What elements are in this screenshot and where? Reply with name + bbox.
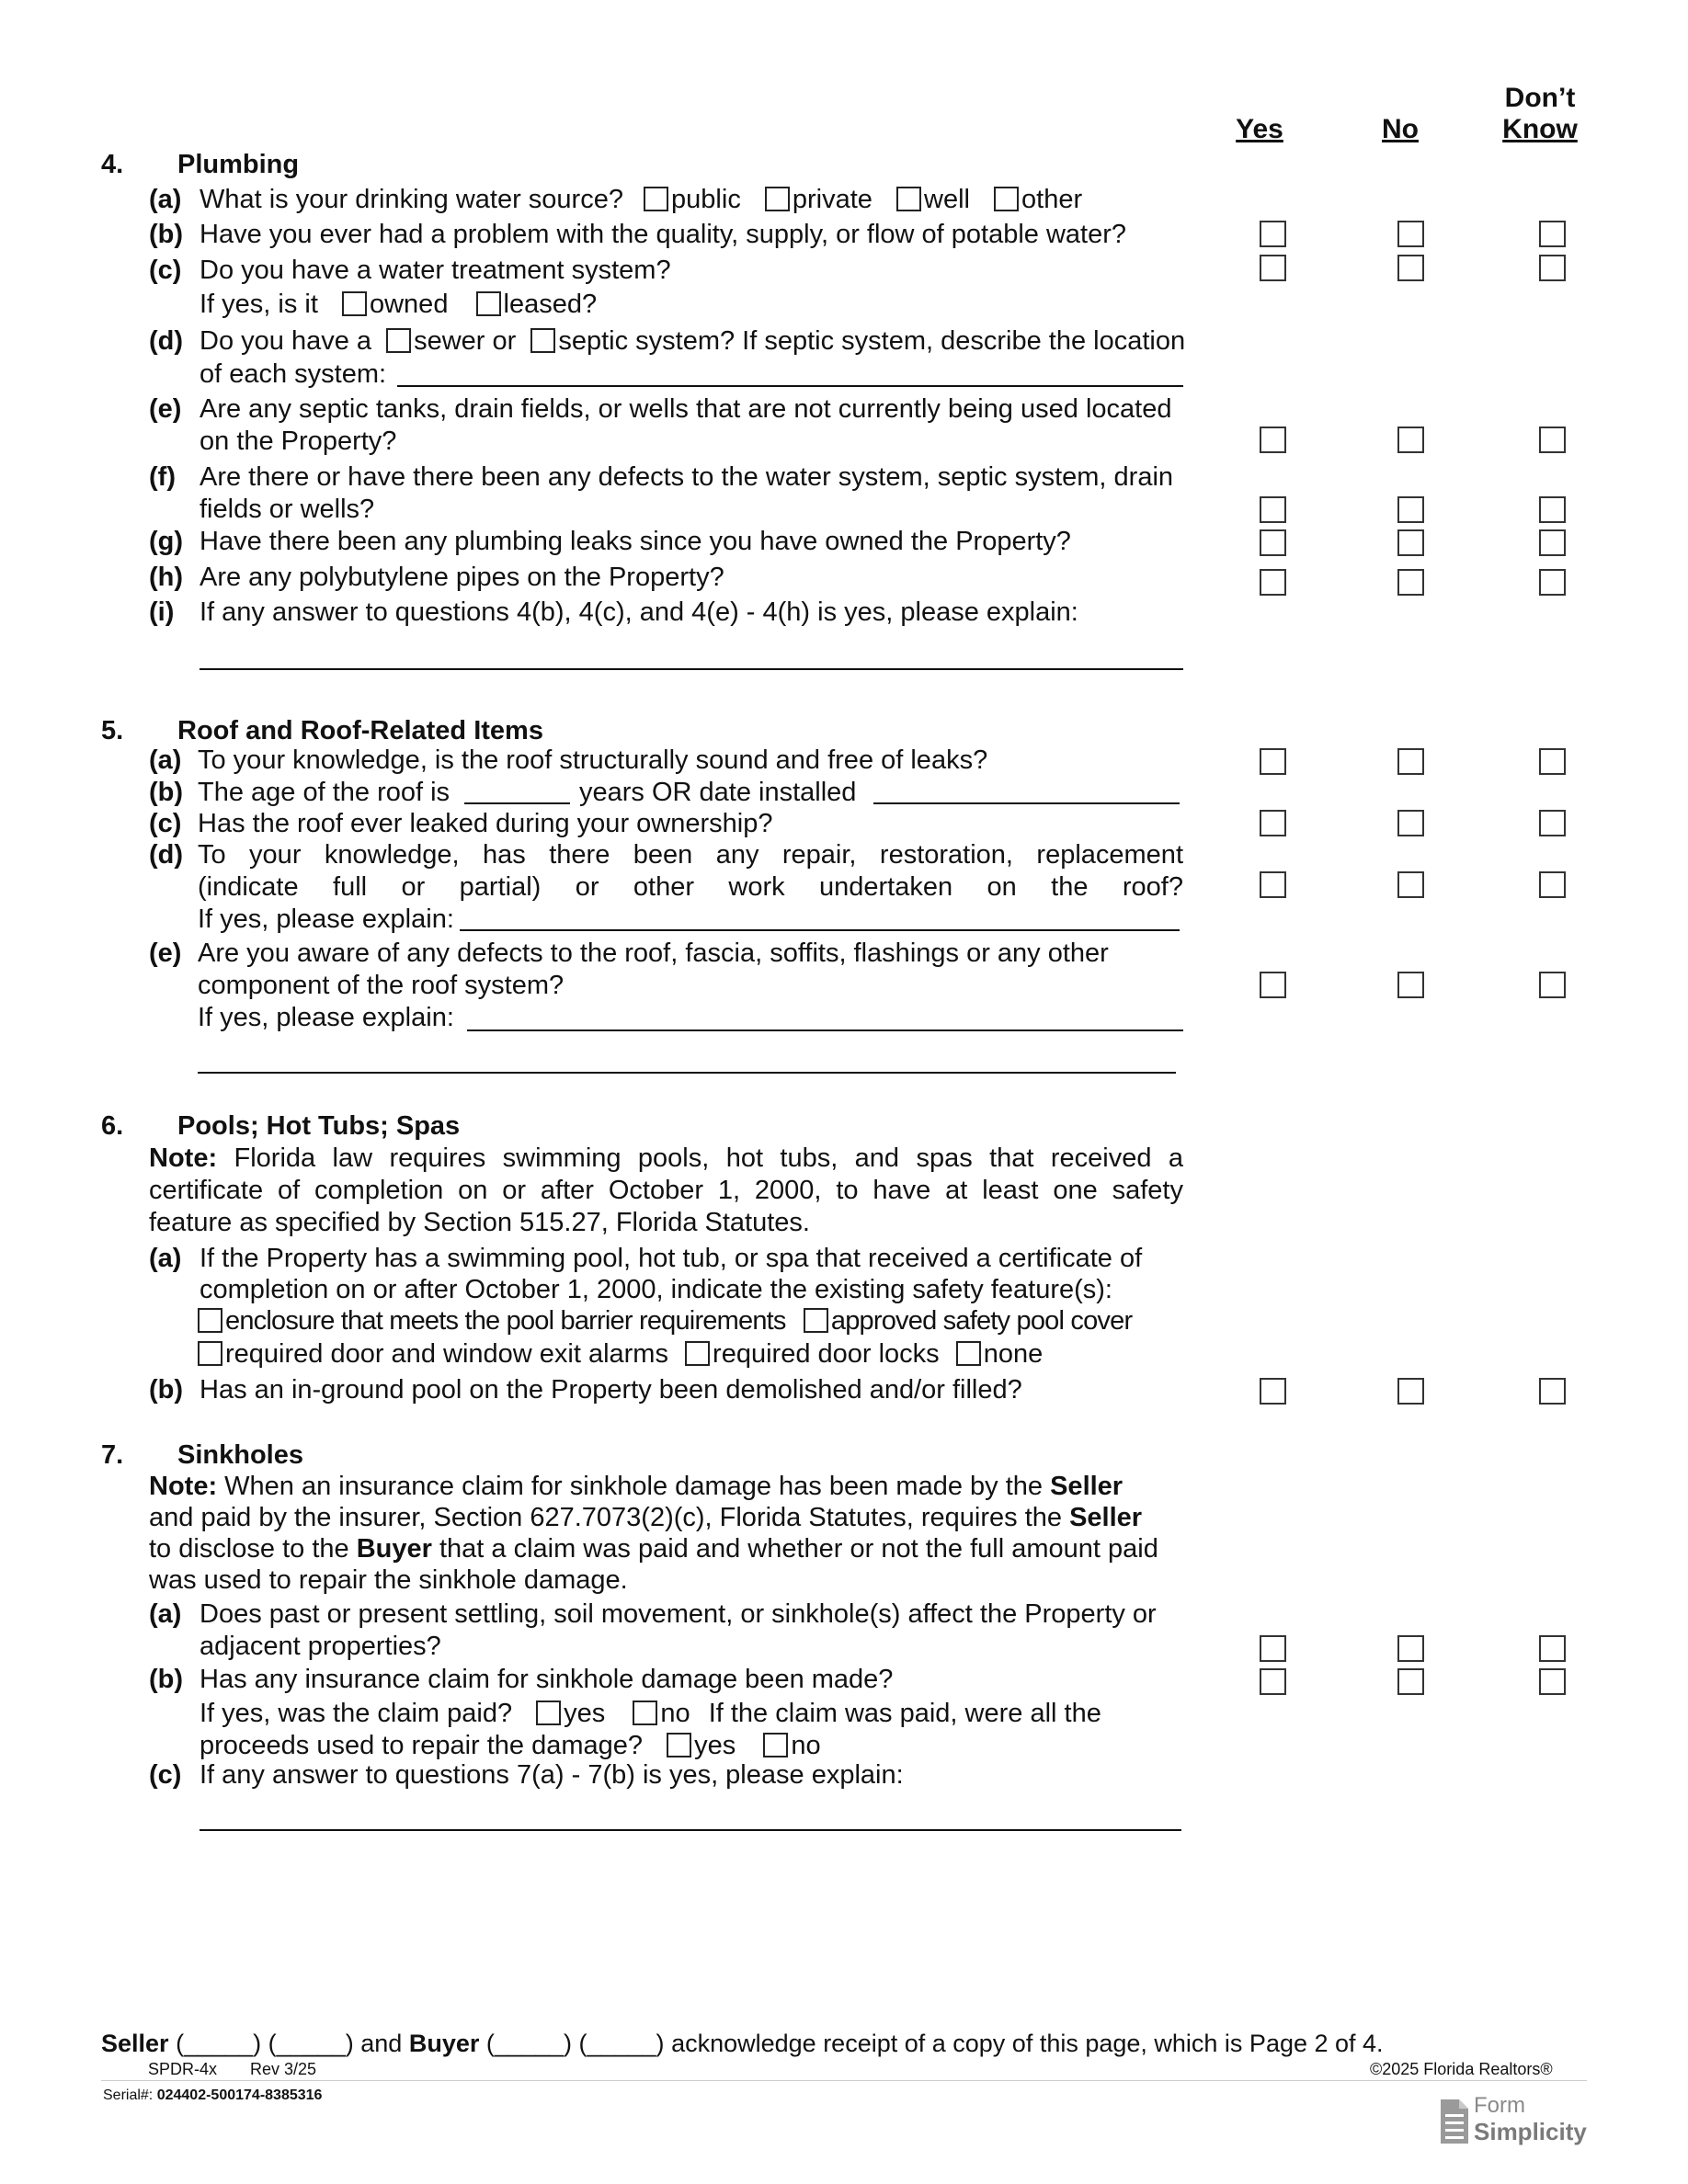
option-leased: leased?	[503, 290, 598, 319]
q5d-dont-know-checkbox[interactable]	[1539, 871, 1566, 898]
checkbox-claim-paid-no[interactable]	[633, 1701, 657, 1725]
yes-column-header: Yes	[1236, 114, 1283, 144]
q4c-no-checkbox[interactable]	[1397, 255, 1424, 281]
checkbox-public[interactable]	[644, 187, 668, 211]
q4c-text: Do you have a water treatment system?	[200, 256, 671, 285]
checkbox-owned[interactable]	[342, 291, 367, 316]
checkbox-pool-cover[interactable]	[804, 1308, 828, 1333]
section-6-title: Pools; Hot Tubs; Spas	[177, 1111, 461, 1141]
q4g-text: Have there been any plumbing leaks since you have owned the Property?	[200, 527, 1071, 556]
q5d-yes-checkbox[interactable]	[1260, 871, 1286, 898]
footer-divider	[101, 2080, 1587, 2081]
note-text-1: Florida law requires swimming pools, hot tubs, and spas that received a	[234, 1143, 1183, 1173]
q4h-text: Are any polybutylene pipes on the Property?	[200, 563, 724, 592]
q5e-text-3: If yes, please explain:	[198, 1003, 454, 1032]
document-icon	[1439, 2098, 1470, 2145]
buyer-term: Buyer	[356, 1534, 432, 1564]
q7a-yes-checkbox[interactable]	[1260, 1635, 1286, 1662]
q7a-no-checkbox[interactable]	[1397, 1635, 1424, 1662]
q6a-options-row-2	[198, 1338, 1043, 1371]
serial-value: 024402-500174-8385316	[156, 2087, 323, 2103]
q4f-label: (f)	[149, 462, 176, 492]
q7c-label: (c)	[149, 1760, 182, 1790]
q4c-sub	[200, 289, 597, 321]
checkbox-exit-alarms[interactable]	[198, 1341, 222, 1366]
section-6-note-2: certificate of completion on or after October 1, 2000, to have at least one safety	[149, 1176, 1183, 1205]
option-private: private	[792, 185, 873, 214]
seller-label: Seller	[101, 2030, 169, 2057]
q7b-label: (b)	[149, 1665, 184, 1694]
q4e-dont-know-checkbox[interactable]	[1539, 427, 1566, 453]
logo-text-form: Form	[1474, 2093, 1525, 2118]
q5d-text-2: (indicate full or partial) or other work undertaken on the roof?	[198, 872, 1183, 902]
q6a-text-1: If the Property has a swimming pool, hot tub, or spa that received a certificate of	[200, 1244, 1143, 1273]
option-public: public	[671, 185, 741, 214]
q5c-label: (c)	[149, 809, 182, 838]
q5a-dont-know-checkbox[interactable]	[1539, 748, 1566, 775]
option-no: no	[791, 1731, 821, 1760]
q7a-text-1: Does past or present settling, soil movement, or sinkhole(s) affect the Property or	[200, 1599, 1157, 1629]
option-yes: yes	[564, 1699, 606, 1728]
q7b-yes-checkbox[interactable]	[1260, 1668, 1286, 1695]
q4d-row	[200, 325, 1185, 358]
q4b-dont-know-checkbox[interactable]	[1539, 221, 1566, 247]
q4e-text-2: on the Property?	[200, 427, 397, 456]
q5e-text-2: component of the roof system?	[198, 971, 565, 1000]
checkbox-door-locks[interactable]	[685, 1341, 710, 1366]
q5e-dont-know-checkbox[interactable]	[1539, 972, 1566, 998]
no-column-header: No	[1382, 114, 1419, 144]
section-5-title: Roof and Roof-Related Items	[177, 716, 543, 745]
note-text: and paid by the insurer, Section 627.7073(2)(c), Florida Statutes, requires the	[149, 1503, 1063, 1532]
q7b-sub-text-2: If the claim was paid, were all the	[708, 1699, 1101, 1728]
q4e-yes-checkbox[interactable]	[1260, 427, 1286, 453]
roof-date-line[interactable]	[873, 802, 1180, 804]
note-text: When an insurance claim for sinkhole damage has been made by the	[224, 1472, 1044, 1501]
note-text: that a claim was paid and whether or not the full amount paid	[439, 1534, 1158, 1564]
section-7-note-2	[149, 1502, 1142, 1534]
checkbox-enclosure[interactable]	[198, 1308, 222, 1333]
section-7-note-4: was used to repair the sinkhole damage.	[149, 1565, 628, 1595]
q5d-explain-line[interactable]	[460, 929, 1180, 931]
checkbox-other[interactable]	[994, 187, 1019, 211]
q7a-text-2: adjacent properties?	[200, 1632, 441, 1661]
q5b-label: (b)	[149, 778, 184, 807]
section-5-number: 5.	[101, 716, 124, 745]
seller-term: Seller	[1050, 1472, 1123, 1501]
checkbox-leased[interactable]	[476, 291, 501, 316]
note-label: Note:	[149, 1472, 218, 1501]
option-none: none	[983, 1339, 1044, 1369]
q5d-no-checkbox[interactable]	[1397, 871, 1424, 898]
option-enclosure: enclosure that meets the pool barrier requirements	[225, 1306, 786, 1336]
q4b-label: (b)	[149, 220, 184, 249]
q5d-text-1: To your knowledge, has there been any repair, restoration, replacement	[198, 840, 1183, 870]
q7b-sub-row-1	[200, 1698, 1101, 1730]
q6a-label: (a)	[149, 1244, 182, 1273]
q7b-sub-text: If yes, was the claim paid?	[200, 1699, 513, 1728]
q4a-row	[200, 184, 1082, 216]
form-simplicity-logo	[1439, 2093, 1587, 2149]
q4g-yes-checkbox[interactable]	[1260, 529, 1286, 556]
q5d-text-3: If yes, please explain:	[198, 904, 454, 934]
q4h-no-checkbox[interactable]	[1397, 569, 1424, 596]
q4g-dont-know-checkbox[interactable]	[1539, 529, 1566, 556]
q4i-explain-line[interactable]	[200, 668, 1183, 670]
acknowledgment-text: acknowledge receipt of a copy of this page, which is Page 2 of 4.	[671, 2030, 1384, 2057]
option-owned: owned	[369, 290, 449, 319]
option-sewer: sewer or	[414, 326, 517, 356]
seller-term: Seller	[1069, 1503, 1143, 1532]
section-7-note-1	[149, 1471, 1123, 1503]
logo-text-simplicity: Simplicity	[1474, 2118, 1587, 2145]
q7a-label: (a)	[149, 1599, 182, 1629]
q4d-text: Do you have a	[200, 326, 372, 356]
buyer-initials-2[interactable]: (_____)	[578, 2030, 665, 2057]
buyer-initials-1[interactable]: (_____)	[485, 2030, 572, 2057]
q5e-yes-checkbox[interactable]	[1260, 972, 1286, 998]
option-septic: septic system? If septic system, describe the location	[558, 326, 1186, 356]
q5c-no-checkbox[interactable]	[1397, 810, 1424, 836]
section-4-number: 4.	[101, 150, 124, 179]
q4b-yes-checkbox[interactable]	[1260, 221, 1286, 247]
section-6-note-3: feature as specified by Section 515.27, Florida Statutes.	[149, 1208, 810, 1237]
checkbox-proceeds-no[interactable]	[763, 1733, 788, 1757]
q5c-yes-checkbox[interactable]	[1260, 810, 1286, 836]
q6b-yes-checkbox[interactable]	[1260, 1378, 1286, 1405]
q6a-options-row-1	[198, 1305, 1132, 1337]
checkbox-private[interactable]	[765, 187, 790, 211]
option-pool-cover: approved safety pool cover	[830, 1306, 1133, 1336]
checkbox-septic[interactable]	[530, 328, 555, 353]
q7c-text: If any answer to questions 7(a) - 7(b) is yes, please explain:	[200, 1760, 904, 1790]
q5e-no-checkbox[interactable]	[1397, 972, 1424, 998]
q5e-label: (e)	[149, 938, 182, 968]
option-well: well	[924, 185, 970, 214]
seller-initials-2[interactable]: (_____)	[268, 2030, 354, 2057]
q4g-label: (g)	[149, 527, 184, 556]
dont-know-column-header: Don’t Know	[1502, 83, 1578, 144]
q5a-no-checkbox[interactable]	[1397, 748, 1424, 775]
q6b-text: Has an in-ground pool on the Property been demolished and/or filled?	[200, 1375, 1022, 1405]
option-yes: yes	[694, 1731, 736, 1760]
q4a-label: (a)	[149, 185, 182, 214]
option-no: no	[660, 1699, 690, 1728]
q6a-text-2: completion on or after October 1, 2000, indicate the existing safety feature(s):	[200, 1275, 1112, 1304]
q4c-label: (c)	[149, 256, 182, 285]
q4f-dont-know-checkbox[interactable]	[1539, 496, 1566, 523]
checkbox-well[interactable]	[896, 187, 921, 211]
q5e-explain-line-2[interactable]	[198, 1072, 1176, 1074]
checkbox-claim-paid-yes[interactable]	[536, 1701, 561, 1725]
q4h-label: (h)	[149, 563, 184, 592]
and-text: and	[360, 2030, 403, 2057]
checkbox-sewer[interactable]	[386, 328, 411, 353]
roof-age-line[interactable]	[464, 802, 570, 804]
serial-label: Serial#:	[103, 2087, 154, 2103]
q6b-dont-know-checkbox[interactable]	[1539, 1378, 1566, 1405]
checkbox-proceeds-yes[interactable]	[667, 1733, 691, 1757]
septic-location-line[interactable]	[397, 385, 1183, 387]
form-revision: Rev 3/25	[250, 2060, 317, 2078]
q4d-label: (d)	[149, 326, 184, 356]
q5e-text-1: Are you aware of any defects to the roof, fascia, soffits, flashings or any other	[198, 938, 1109, 968]
section-7-note-3	[149, 1533, 1158, 1565]
q5c-text: Has the roof ever leaked during your ownership?	[198, 809, 773, 838]
copyright: ©2025 Florida Realtors®	[1370, 2060, 1553, 2078]
buyer-label: Buyer	[408, 2030, 480, 2057]
q4e-label: (e)	[149, 394, 182, 424]
q7b-text: Has any insurance claim for sinkhole damage been made?	[200, 1665, 894, 1694]
q5b-text-2: years OR date installed	[579, 778, 857, 807]
section-6-number: 6.	[101, 1111, 124, 1141]
q4b-no-checkbox[interactable]	[1397, 221, 1424, 247]
q5d-label: (d)	[149, 840, 184, 870]
q4g-no-checkbox[interactable]	[1397, 529, 1424, 556]
q4d-text-2: of each system:	[200, 359, 387, 389]
q4h-dont-know-checkbox[interactable]	[1539, 569, 1566, 596]
q5e-explain-line-1[interactable]	[467, 1029, 1183, 1031]
q4c-yes-checkbox[interactable]	[1260, 255, 1286, 281]
note-label: Note:	[149, 1143, 218, 1173]
q5a-text: To your knowledge, is the roof structurally sound and free of leaks?	[198, 745, 988, 775]
option-exit-alarms: required door and window exit alarms	[225, 1339, 668, 1369]
q5b-text-1: The age of the roof is	[198, 778, 451, 807]
q4e-text-1: Are any septic tanks, drain fields, or wells that are not currently being used located	[200, 394, 1172, 424]
q5a-label: (a)	[149, 745, 182, 775]
q6b-no-checkbox[interactable]	[1397, 1378, 1424, 1405]
checkbox-none[interactable]	[956, 1341, 981, 1366]
q4b-text: Have you ever had a problem with the quality, supply, or flow of potable water?	[200, 220, 1127, 249]
acknowledgment-line	[101, 2028, 1384, 2059]
q5c-dont-know-checkbox[interactable]	[1539, 810, 1566, 836]
section-7-title: Sinkholes	[177, 1440, 303, 1470]
q5a-yes-checkbox[interactable]	[1260, 748, 1286, 775]
q4i-text: If any answer to questions 4(b), 4(c), and 4(e) - 4(h) is yes, please explain:	[200, 597, 1078, 627]
section-4-title: Plumbing	[177, 150, 300, 179]
q7b-sub-row-2	[200, 1730, 821, 1762]
q4f-text-2: fields or wells?	[200, 495, 375, 524]
section-7-number: 7.	[101, 1440, 124, 1470]
section-6-note-1	[149, 1143, 1183, 1175]
q7b-no-checkbox[interactable]	[1397, 1668, 1424, 1695]
q4a-text: What is your drinking water source?	[200, 185, 623, 214]
form-id: SPDR-4x	[148, 2060, 218, 2078]
q4f-no-checkbox[interactable]	[1397, 496, 1424, 523]
option-other: other	[1021, 185, 1083, 214]
serial-number	[103, 2087, 322, 2105]
q4c-dont-know-checkbox[interactable]	[1539, 255, 1566, 281]
q7b-dont-know-checkbox[interactable]	[1539, 1668, 1566, 1695]
seller-initials-1[interactable]: (_____)	[176, 2030, 262, 2057]
q4h-yes-checkbox[interactable]	[1260, 569, 1286, 596]
q4c-sub-text: If yes, is it	[200, 290, 318, 319]
q4i-label: (i)	[149, 597, 175, 627]
q7b-sub-text-3: proceeds used to repair the damage?	[200, 1731, 644, 1760]
q4e-no-checkbox[interactable]	[1397, 427, 1424, 453]
q7c-explain-line[interactable]	[200, 1829, 1181, 1831]
q6b-label: (b)	[149, 1375, 184, 1405]
q7a-dont-know-checkbox[interactable]	[1539, 1635, 1566, 1662]
q4f-text-1: Are there or have there been any defects to the water system, septic system, drain	[200, 462, 1174, 492]
option-door-locks: required door locks	[713, 1339, 940, 1369]
note-text: to disclose to the	[149, 1534, 349, 1564]
q4f-yes-checkbox[interactable]	[1260, 496, 1286, 523]
